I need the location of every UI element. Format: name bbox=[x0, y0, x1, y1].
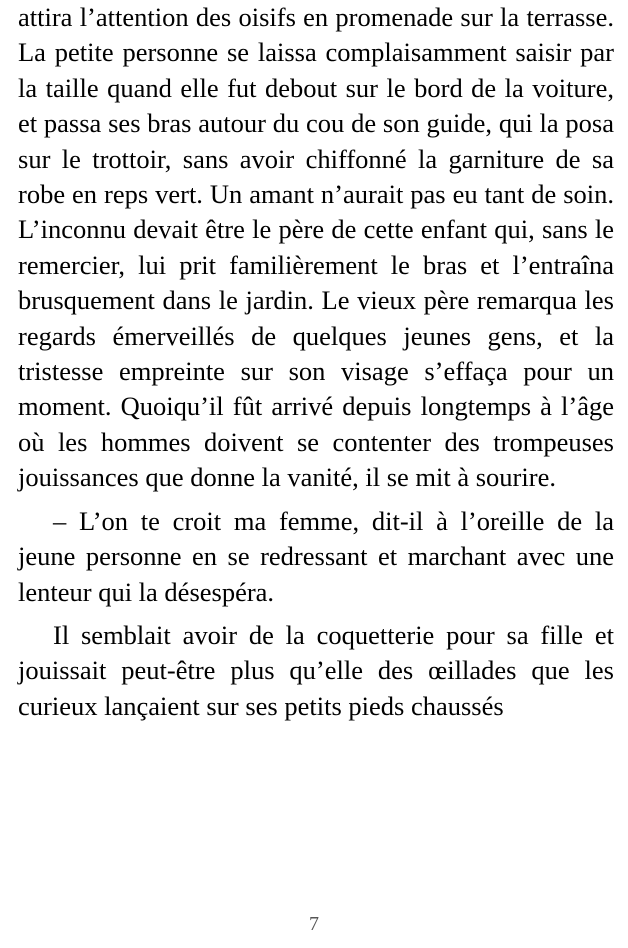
paragraph-2: – L’on te croit ma femme, dit-il à l’oreille de la jeune personne en se redressant et marchant avec une lenteur qui la désespéra. bbox=[18, 505, 614, 607]
page-number: 7 bbox=[309, 913, 319, 935]
page-body bbox=[18, 0, 614, 724]
paragraph-3: Il semblait avoir de la coquetterie pour sa fille et jouissait peut-être plus qu’elle des œillades que les curieux lançaient sur ses petits pieds chaussés bbox=[18, 619, 614, 721]
paragraph-1: attira l’attention des oisifs en promenade sur la terrasse. La petite personne se laissa complaisamment saisir par la taille quand elle fut debout sur le bord de la voiture, et passa ses bras autour du cou de son guide, qui la posa sur le trottoir, sans avoir chiffonné la garniture de sa robe en reps vert. Un amant n’aurait pas eu tant de soin. L’inconnu devait être le père de cette enfant qui, sans le remercier, lui prit familièrement le bras et l’entraîna brusquement dans le jardin. Le vieux père remarqua les regards émerveillés de quelques jeunes gens, et la tristesse empreinte sur son visage s’effaça pour un moment. Quoiqu’il fût arrivé depuis longtemps à l’âge où les hommes doivent se contenter des trompeuses jouissances que donne la vanité, il se mit à sourire. bbox=[18, 2, 614, 493]
